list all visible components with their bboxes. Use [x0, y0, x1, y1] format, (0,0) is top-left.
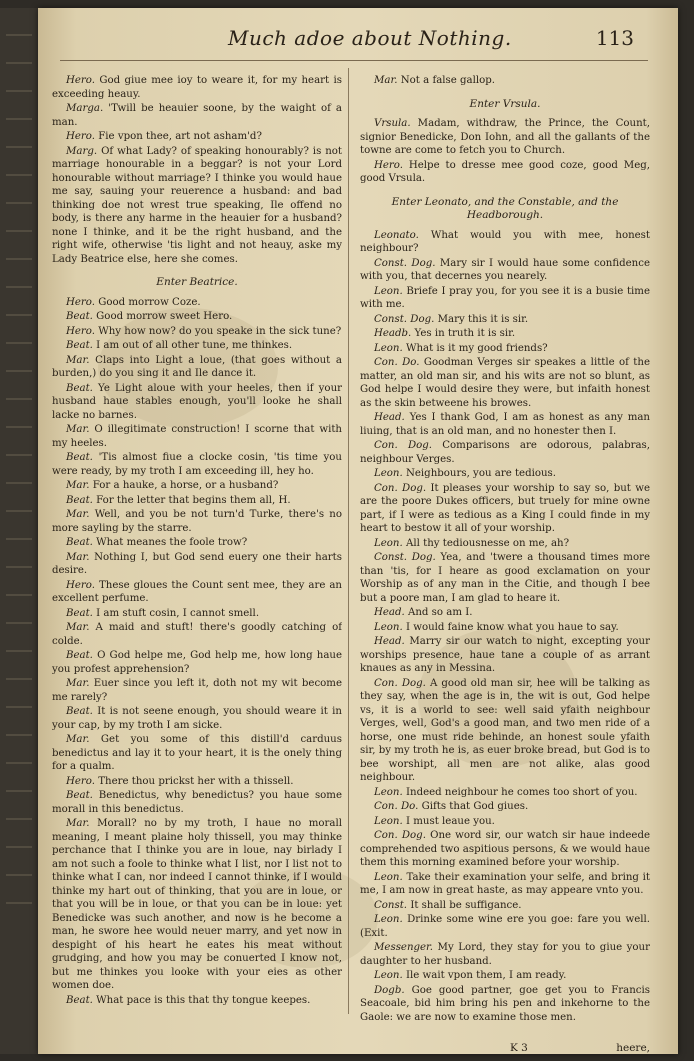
speech-text: Good morrow Coze.	[98, 296, 201, 308]
speaker-name: Const. Dog.	[374, 313, 435, 325]
speaker-name: Hero.	[66, 579, 95, 591]
speaker-name: Mar.	[66, 354, 90, 366]
speech-text: Euer since you left it, doth not my wit become me rarely?	[52, 678, 342, 703]
speaker-name: Beat.	[66, 340, 93, 351]
speech-line	[52, 494, 342, 508]
speech-text: I must leaue you.	[405, 815, 495, 827]
speech-line	[52, 354, 342, 381]
speech-line	[360, 285, 650, 312]
speech-line	[52, 649, 342, 676]
speech-line	[52, 579, 342, 606]
speech-line	[360, 159, 650, 186]
speaker-name: Mar.	[374, 75, 398, 86]
speaker-name: Hero.	[66, 775, 95, 787]
speech-text: I am stuft cosin, I cannot smell.	[96, 607, 260, 619]
speech-line	[360, 969, 650, 983]
speech-line	[360, 537, 650, 551]
speech-text: A good old man sir, hee will be talking as they say, when the age is in, the wit is out, God helpe vs, it is a world to see: well said yfaith neighbour Verges, well, God's a good man, and two men ride of a horse, one must ride behinde, an honest soule yfaith sir, by my troth he is, as euer broke bread, but God is to bee worshipt, all men are not alike, alas good neighbour.	[360, 677, 650, 783]
speaker-name: Mar.	[66, 509, 90, 520]
speaker-name: Leonato.	[374, 229, 419, 241]
speech-line	[360, 74, 650, 88]
speech-line	[52, 705, 342, 732]
speech-line	[360, 913, 650, 940]
speech-text: For a hauke, a horse, or a husband?	[92, 480, 279, 491]
speaker-name: Beat.	[66, 607, 93, 619]
speaker-name: Hero.	[66, 131, 95, 142]
speaker-name: Messenger.	[374, 942, 434, 953]
speech-text: Gifts that God giues.	[421, 801, 529, 812]
speech-text: One word sir, our watch sir haue indeede comprehended two aspitious persons, & we would haue them this morning examined before your worship.	[360, 830, 650, 868]
running-header	[38, 26, 678, 62]
speaker-name: Mar.	[66, 480, 90, 491]
speaker-name: Leon.	[374, 815, 403, 827]
speech-text: Drinke some wine ere you goe: fare you well. (Exit.	[360, 914, 650, 939]
stage-direction: Enter Vrsula.	[469, 97, 541, 110]
adjacent-page-edge	[0, 8, 38, 1054]
speaker-name: Beat.	[66, 382, 93, 394]
speaker-name: Head.	[374, 412, 405, 423]
speaker-name: Const. Dog.	[374, 552, 436, 563]
speech-text: Indeed neighbour he comes too short of you.	[405, 786, 638, 798]
speech-line	[360, 635, 650, 676]
speech-text: Claps into Light a loue, (that goes without a burden,) do you sing it and Ile dance it.	[52, 354, 342, 379]
speaker-name: Mar.	[66, 678, 90, 689]
speaker-name: Leon.	[374, 537, 403, 549]
speech-text: O illegitimate construction! I scorne that with my heeles.	[52, 424, 342, 449]
speaker-name: Con. Dog.	[374, 482, 427, 494]
speech-line	[52, 102, 342, 129]
speech-text: Goe good partner, goe get you to Francis Seacoale, bid him bring his pen and inkehorne to the Gaole: we are now to examine those men.	[360, 984, 650, 1022]
speech-line	[52, 325, 342, 339]
speech-line	[52, 733, 342, 774]
running-title: Much adoe about Nothing.	[228, 26, 512, 50]
speech-text: What is it my good friends?	[405, 342, 548, 354]
speech-text: For the letter that begins them all, H.	[96, 494, 291, 506]
speech-text: Well, and you be not turn'd Turke, there's no more sayling by the starre.	[52, 509, 342, 534]
speaker-name: Leon.	[374, 621, 403, 633]
speaker-name: Con. Dog.	[374, 440, 433, 451]
speech-line	[52, 74, 342, 101]
speech-line	[52, 310, 342, 324]
right-text-column	[360, 74, 650, 1022]
speaker-name: Leon.	[374, 342, 403, 354]
speech-line	[360, 117, 650, 158]
speech-text: What would you with mee, honest neighbour?	[360, 229, 650, 254]
speech-line	[360, 551, 650, 605]
speech-text: Ye Light aloue with your heeles, then if your husband haue stables enough, you'll looke he shall lacke no barnes.	[52, 382, 342, 421]
speaker-name: Beat.	[66, 537, 93, 548]
speaker-name: Leon.	[374, 285, 403, 297]
speech-text: It pleases your worship to say so, but we are the poore Dukes officers, but truely for mine owne part, if I were as tedious as a King I could finde in my heart to bestow it all of your worship.	[360, 482, 650, 534]
speaker-name: Con. Dog.	[374, 830, 426, 841]
speaker-name: Marg.	[66, 145, 98, 157]
speech-text: Good morrow sweet Hero.	[96, 311, 233, 322]
speech-text: There thou prickst her with a thissell.	[98, 775, 294, 787]
speech-text: Take their examination your selfe, and bring it me, I am now in great haste, as may appeare vnto you.	[360, 871, 650, 896]
speech-text: O God helpe me, God help me, how long haue you profest apprehension?	[52, 650, 342, 675]
column-divider	[348, 68, 349, 1014]
speech-text: What meanes the foole trow?	[96, 537, 248, 548]
speech-text: Marry sir our watch to night, excepting your worships presence, haue tane a couple of as arrant knaues as any in Messina.	[360, 636, 650, 674]
speaker-name: Head.	[374, 607, 405, 618]
speech-line	[360, 342, 650, 356]
speech-text: Morall? no by my troth, I haue no morall meaning, I meant plaine holy thissell, you may thinke perchance that I thinke you are in loue, nay birlady I am not such a foole to thinke what I list, nor I list not to thinke what I can, nor indeed I cannot thinke, if I would thinke my hart out of thinking, that you are in loue, or that you will be in loue, or that you can be in loue: yet Benedicke was such another, and now is he become a man, he swore hee would neuer marry, and yet now in despight of his heart he eates his meat without grudging, and how you may be conuerted I know not, but me thinkes you looke with your eies as other women doe.	[52, 818, 342, 991]
speech-text: It shall be suffigance.	[410, 899, 522, 911]
speech-text: Comparisons are odorous, palabras, neighbour Verges.	[360, 440, 650, 465]
speech-line	[52, 423, 342, 450]
speech-text: Mary this it is sir.	[437, 313, 529, 325]
speaker-name: Marga.	[66, 103, 104, 114]
speech-line	[52, 536, 342, 550]
speech-text: Mary sir I would haue some confidence with you, that decernes you nearely.	[360, 257, 650, 282]
speech-text: God giue mee ioy to weare it, for my heart is exceeding heauy.	[52, 75, 342, 100]
speech-text: These gloues the Count sent mee, they are an excellent perfume.	[52, 579, 342, 604]
speech-text: Briefe I pray you, for you see it is a busie time with me.	[360, 285, 650, 310]
speech-line	[360, 257, 650, 284]
speech-line	[360, 606, 650, 620]
speech-text: Of what Lady? of speaking honourably? is not marriage honourable in a beggar? is not your Lord honourable without marriage? I thinke you would haue me say, sauing your reuerence a husband: and bad thinking doe not wrest true speaking, Ile offend no body, is there any harme in the heauier for a husband? none I thinke, and it be the right husband, and the right wife, otherwise 'tis light and not heauy, aske my Lady Beatrice else, here she comes.	[52, 145, 342, 265]
speech-text: Yes in truth it is sir.	[414, 328, 516, 339]
speech-line	[52, 382, 342, 423]
speaker-name: Beat.	[66, 790, 93, 801]
speech-line	[360, 677, 650, 785]
speaker-name: Beat.	[66, 494, 93, 506]
speaker-name: Mar.	[66, 424, 90, 435]
speech-text: Benedictus, why benedictus? you haue some morall in this benedictus.	[52, 790, 342, 815]
speech-text: Ile wait vpon them, I am ready.	[405, 970, 567, 981]
speech-text: I would faine know what you haue to say.	[405, 621, 619, 633]
speech-text: A maid and stuft! there's goodly catching of colde.	[52, 622, 342, 647]
speech-line	[52, 621, 342, 648]
speech-line	[52, 479, 342, 493]
speech-line	[360, 815, 650, 829]
speech-line	[360, 899, 650, 913]
speech-text: And so am I.	[408, 607, 473, 618]
speaker-name: Const. Dog.	[374, 257, 436, 269]
speech-line	[52, 451, 342, 478]
speaker-name: Leon.	[374, 786, 403, 798]
page-number: 113	[595, 26, 634, 50]
speaker-name: Con. Do.	[374, 357, 420, 368]
speech-line	[52, 508, 342, 535]
speaker-name: Hero.	[66, 75, 95, 86]
speech-text: 'Twill be heauier soone, by the waight of a man.	[52, 103, 342, 128]
speech-line	[52, 817, 342, 993]
speaker-name: Con. Do.	[374, 801, 419, 812]
speaker-name: Mar.	[66, 551, 90, 563]
speech-text: It is not seene enough, you should weare it in your cap, by my troth I am sicke.	[52, 706, 342, 731]
speaker-name: Beat.	[66, 452, 93, 463]
speech-text: Nothing I, but God send euery one their harts desire.	[52, 551, 342, 576]
header-rule	[60, 60, 648, 61]
speech-line	[360, 800, 650, 814]
speech-line	[52, 789, 342, 816]
speech-line	[360, 829, 650, 870]
speech-text: Why how now? do you speake in the sick tune?	[98, 325, 342, 337]
speech-line	[52, 994, 342, 1008]
speech-text: Not a false gallop.	[400, 75, 496, 86]
stage-direction: Enter Leonato, and the Constable, and the Headborough.	[391, 195, 619, 221]
speaker-name: Con. Dog.	[374, 677, 426, 689]
speaker-name: Headb.	[374, 328, 412, 339]
speech-line	[360, 621, 650, 635]
speaker-name: Beat.	[66, 706, 93, 717]
signature-mark: K 3	[510, 1042, 528, 1054]
speech-text: Madam, withdraw, the Prince, the Count, signior Benedicke, Don Iohn, and all the gallants of the towne are come to fetch you to Church.	[360, 118, 650, 156]
speaker-name: Beat.	[66, 650, 93, 661]
speech-line	[360, 786, 650, 800]
speaker-name: Const.	[374, 899, 408, 911]
speech-text: Yes I thank God, I am as honest as any man liuing, that is an old man, and no honester then I.	[360, 412, 650, 437]
speech-line	[52, 339, 342, 353]
speech-text: What pace is this that thy tongue keepes.	[96, 994, 311, 1006]
speech-text: Get you some of this distill'd carduus benedictus and lay it to your heart, it is the onely thing for a qualm.	[52, 734, 342, 772]
speech-text: Yea, and 'twere a thousand times more than 'tis, for I heare as good exclamation on your Worship as of any man in the Citie, and though I bee but a poore man, I am glad to heare it.	[360, 552, 650, 604]
speech-line	[52, 677, 342, 704]
speech-line	[360, 327, 650, 341]
left-text-column	[52, 74, 342, 1022]
speaker-name: Beat.	[66, 311, 93, 322]
speech-line	[52, 775, 342, 789]
catchword: heere,	[616, 1042, 650, 1054]
speech-text: Goodman Verges sir speakes a little of the matter, an old man sir, and his wits are not so blunt, as God helpe I would desire they were, but infaith honest as the skin betweene his browes.	[360, 357, 650, 409]
speech-text: Helpe to dresse mee good coze, good Meg, good Vrsula.	[360, 159, 650, 184]
speaker-name: Hero.	[374, 159, 403, 171]
speaker-name: Hero.	[66, 325, 95, 337]
speech-text: My Lord, they stay for you to giue your daughter to her husband.	[360, 942, 650, 967]
speech-line	[360, 313, 650, 327]
speaker-name: Leon.	[374, 871, 403, 883]
speaker-name: Mar.	[66, 818, 90, 829]
speech-line	[360, 984, 650, 1023]
speech-line	[360, 467, 650, 481]
speech-text: All thy tediousnesse on me, ah?	[405, 537, 570, 549]
stage-direction: Enter Beatrice.	[156, 276, 238, 288]
speech-line	[360, 871, 650, 898]
speech-line	[52, 130, 342, 144]
speaker-name: Leon.	[374, 468, 403, 479]
speech-line	[360, 356, 650, 410]
speech-line	[52, 145, 342, 267]
speech-text: Neighbours, you are tedious.	[405, 468, 557, 479]
speech-line	[360, 439, 650, 466]
speech-text: Fie vpon thee, art not asham'd?	[98, 131, 262, 142]
speaker-name: Leon.	[374, 914, 403, 925]
speech-line	[360, 482, 650, 536]
speaker-name: Dogb.	[374, 984, 405, 996]
speaker-name: Hero.	[66, 296, 95, 308]
speech-line	[52, 607, 342, 621]
speech-line	[360, 411, 650, 438]
speech-line	[52, 296, 342, 310]
speaker-name: Leon.	[374, 970, 403, 981]
speaker-name: Mar.	[66, 734, 90, 745]
speaker-name: Beat.	[66, 994, 93, 1006]
speaker-name: Mar.	[66, 622, 90, 633]
speech-text: I am out of all other tune, me thinkes.	[96, 340, 293, 351]
speech-text: 'Tis almost fiue a clocke cosin, 'tis time you were ready, by my troth I am exceeding ill, hey ho.	[52, 452, 342, 477]
speaker-name: Head.	[374, 636, 405, 647]
speech-line	[360, 229, 650, 256]
speech-line	[360, 941, 650, 968]
speaker-name: Vrsula.	[374, 118, 411, 129]
folio-page	[38, 8, 678, 1054]
speech-line	[52, 551, 342, 578]
